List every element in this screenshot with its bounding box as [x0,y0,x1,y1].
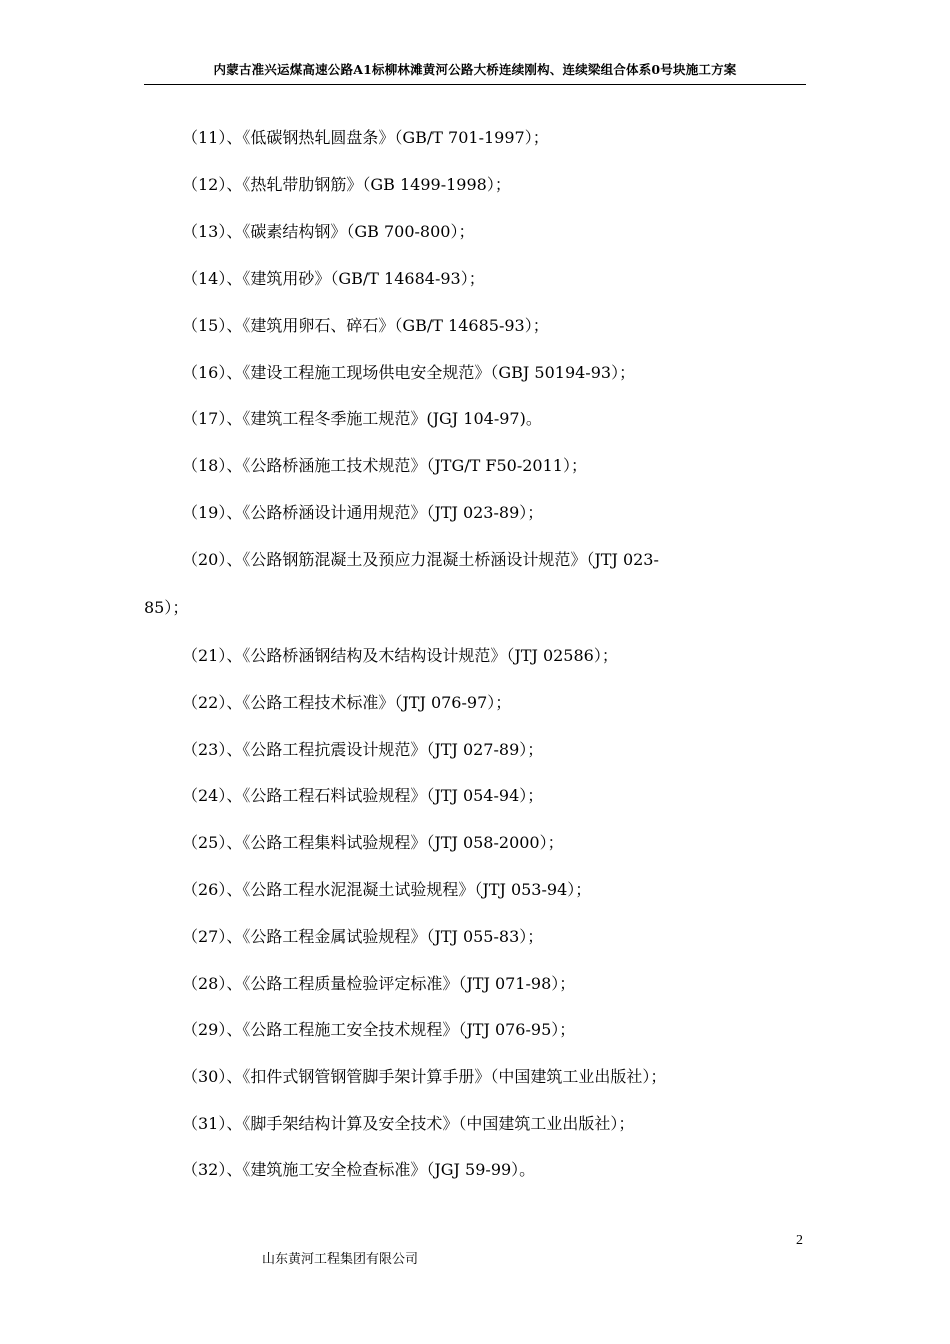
list-item: （30）、《扣件式钢管钢管脚手架计算手册》（中国建筑工业出版社）； [182,1067,667,1086]
list-item: （15）、《建筑用卵石、碎石》（GB/T 14685-93）； [182,316,549,335]
list-item: （25）、《公路工程集料试验规程》（JTJ 058-2000）； [182,833,564,852]
list-item: （20）、《公路钢筋混凝土及预应力混凝土桥涵设计规范》（JTJ 023- [182,550,659,569]
list-item: （11）、《低碳钢热轧圆盘条》（GB/T 701-1997）； [182,128,549,147]
list-item: （32）、《建筑施工安全检查标准》（JGJ 59-99）。 [182,1160,536,1179]
list-item: （12）、《热轧带肋钢筋》（GB 1499-1998）； [182,175,511,194]
list-item: （23）、《公路工程抗震设计规范》（JTJ 027-89）； [182,740,544,759]
list-item: （26）、《公路工程水泥混凝土试验规程》（JTJ 053-94）； [182,880,592,899]
list-item: （21）、《公路桥涵钢结构及木结构设计规范》（JTJ 02586）； [182,646,618,665]
list-item: （29）、《公路工程施工安全技术规程》（JTJ 076-95）； [182,1020,576,1039]
list-item: （27）、《公路工程金属试验规程》（JTJ 055-83）； [182,927,544,946]
list-item-continuation: 85）； [144,598,189,617]
page-header: 内蒙古准兴运煤高速公路A1标柳林滩黄河公路大桥连续刚构、连续梁组合体系0号块施工方案 [144,60,806,85]
list-item: （13）、《碳素结构钢》（GB 700-800）； [182,222,475,241]
list-item: （24）、《公路工程石料试验规程》（JTJ 054-94）； [182,786,544,805]
list-item: （17）、《建筑工程冬季施工规范》(JGJ 104-97)。 [182,409,542,428]
list-item: （28）、《公路工程质量检验评定标准》（JTJ 071-98）； [182,974,576,993]
list-item: （18）、《公路桥涵施工技术规范》（JTG/T F50-2011）； [182,456,587,475]
list-item: （16）、《建设工程施工现场供电安全规范》（GBJ 50194-93）； [182,363,636,382]
list-item: （19）、《公路桥涵设计通用规范》（JTJ 023-89）； [182,503,544,522]
list-item: （22）、《公路工程技术标准》（JTJ 076-97）； [182,693,512,712]
list-item: （31）、《脚手架结构计算及安全技术》（中国建筑工业出版社）； [182,1114,635,1133]
list-item: （14）、《建筑用砂》（GB/T 14684-93）； [182,269,485,288]
page-number: 2 [796,1233,803,1248]
footer-company: 山东黄河工程集团有限公司 [262,1252,419,1267]
